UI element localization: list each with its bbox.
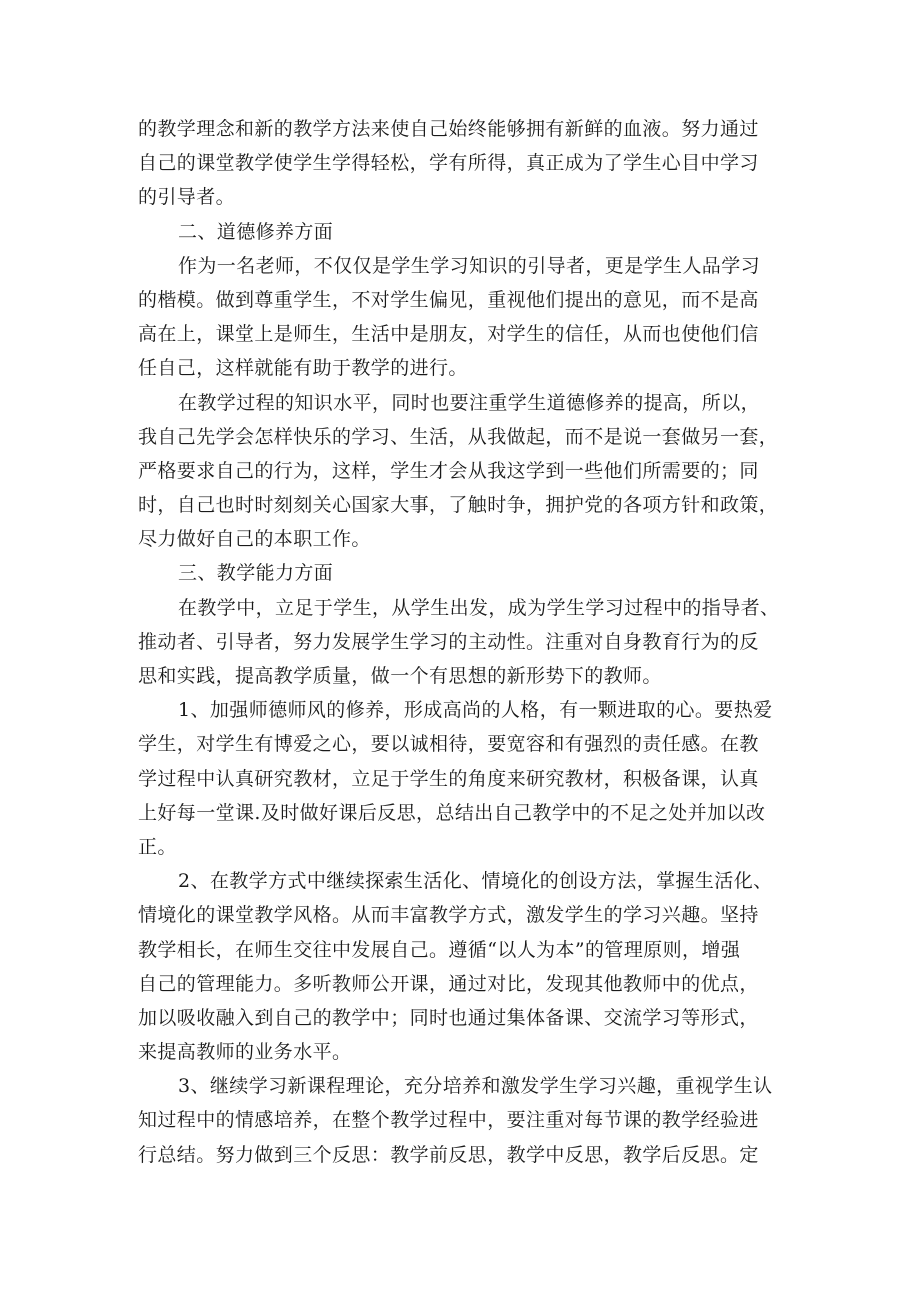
- text-line: 在教学中，立足于学生，从学生出发，成为学生学习过程中的指导者、: [178, 596, 780, 619]
- text-line: 时，自己也时时刻刻关心国家大事，了触时争，拥护党的各项方针和政策，: [138, 494, 779, 517]
- text-line: 思和实践，提高教学质量，做一个有思想的新形势下的教师。: [138, 665, 662, 687]
- list-item-1: [138, 693, 784, 864]
- list-item-2: [138, 864, 784, 1069]
- text-line: 知过程中的情感培养，在整个教学过程中，要注重对每节课的教学经验进: [138, 1109, 759, 1132]
- section-heading-ability: [138, 556, 784, 590]
- text-line: 情境化的课堂教学风格。从而丰富教学方式，激发学生的学习兴趣。坚持: [138, 904, 759, 927]
- text-line: 1、加强师德师风的修养，形成高尚的人格，有一颗进取的心。要热爱: [178, 699, 773, 722]
- text-line: 我自己先学会怎样快乐的学习、生活，从我做起，而不是说一套做另一套，: [138, 425, 779, 448]
- text-line: 作为一名老师，不仅仅是学生学习知识的引导者，更是学生人品学习: [178, 254, 761, 277]
- text-line: 的引导者。: [138, 186, 236, 209]
- text-line: 来提高教师的业务水平。: [138, 1041, 352, 1064]
- text-line: 学过程中认真研究教材，立足于学生的角度来研究教材，积极备课，认真: [138, 767, 759, 790]
- text-line: 行总结。努力做到三个反思：教学前反思，教学中反思，教学后反思。定: [138, 1143, 759, 1166]
- section-heading: 二、道德修养方面: [178, 220, 334, 243]
- text-line: 2、在教学方式中继续探索生活化、情境化的创设方法，掌握生活化、: [178, 870, 773, 893]
- text-line: 上好每一堂课.及时做好课后反思，总结出自己教学中的不足之处并加以改: [138, 801, 766, 824]
- text-line: 推动者、引导者，努力发展学生学习的主动性。注重对自身教育行为的反: [138, 630, 759, 653]
- text-line: 正。: [138, 835, 177, 858]
- text-line: 严格要求自己的行为，这样，学生才会从我这学到一些他们所需要的；同: [138, 459, 759, 482]
- text-line: 尽力做好自己的本职工作。: [138, 528, 371, 551]
- text-line: 的教学理念和新的教学方法来使自己始终能够拥有新鲜的血液。努力通过: [138, 118, 759, 140]
- text-line: 的楷模。做到尊重学生，不对学生偏见，重视他们提出的意见，而不是高: [138, 288, 759, 311]
- paragraph-moral-2: [138, 386, 784, 557]
- text-line: 自己的课堂教学使学生学得轻松，学有所得，真正成为了学生心目中学习: [138, 152, 759, 175]
- text-line: 任自己，这样就能有助于教学的进行。: [138, 357, 468, 380]
- paragraph-moral-1: [138, 249, 784, 386]
- paragraph-intro-continuation: [138, 112, 784, 215]
- paragraph-ability-1: [138, 591, 784, 694]
- list-item-3: [138, 1069, 784, 1172]
- text-line: 在教学过程的知识水平，同时也要注重学生道德修养的提高，所以，: [178, 391, 761, 414]
- text-line: 教学相长，在师生交往中发展自己。遵循“以人为本”的管理原则，增强: [138, 938, 741, 961]
- text-line: 3、继续学习新课程理论，充分培养和激发学生学习兴趣，重视学生认: [178, 1075, 773, 1098]
- text-line: 学生，对学生有博爱之心，要以诚相待，要宽容和有强烈的责任感。在教: [138, 733, 759, 756]
- document-body: [138, 112, 784, 1172]
- section-heading: 三、教学能力方面: [178, 562, 334, 585]
- text-line: 加以吸收融入到自己的教学中；同时也通过集体备课、交流学习等形式，: [138, 1006, 759, 1029]
- text-line: 高在上，课堂上是师生，生活中是朋友，对学生的信任，从而也使他们信: [138, 323, 759, 346]
- text-line: 自己的管理能力。多听教师公开课，通过对比，发现其他教师中的优点，: [138, 972, 759, 995]
- section-heading-moral: [138, 215, 784, 249]
